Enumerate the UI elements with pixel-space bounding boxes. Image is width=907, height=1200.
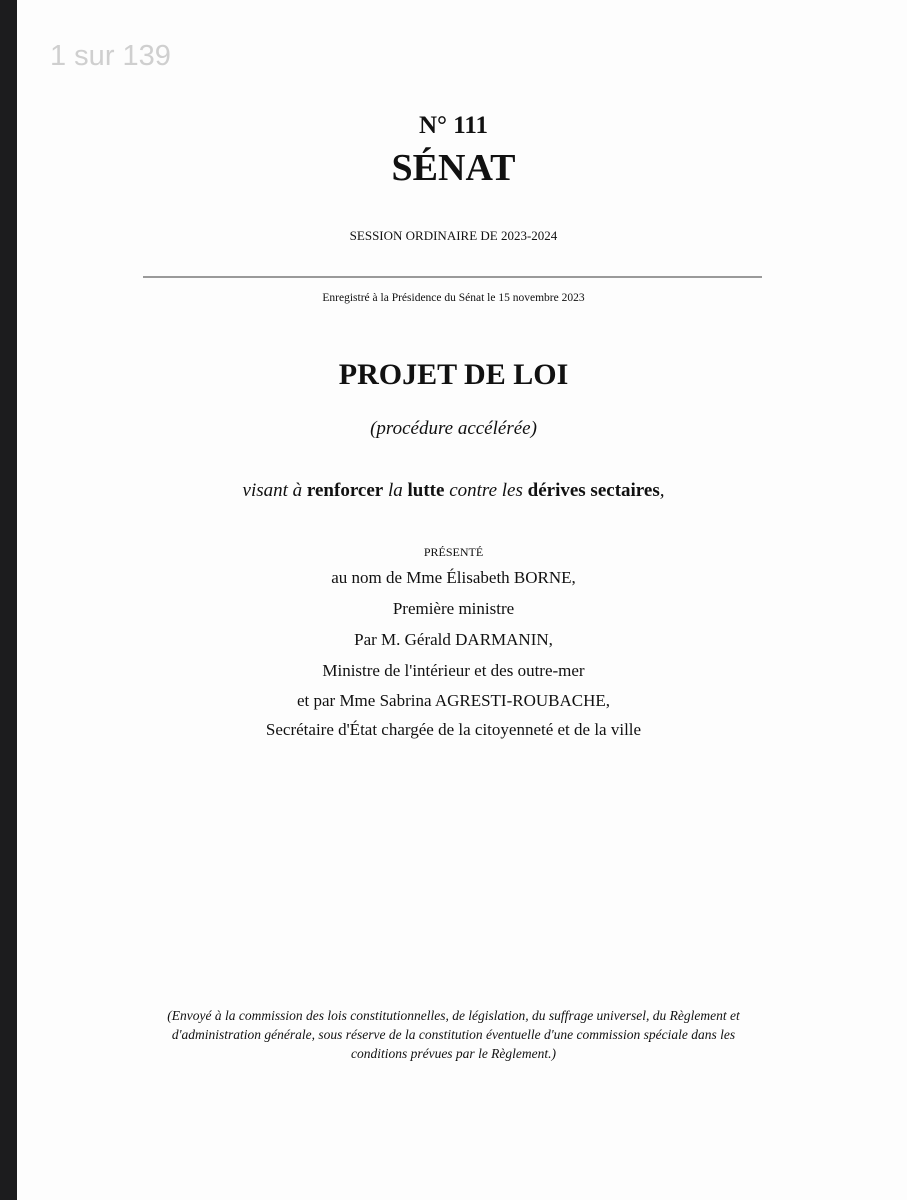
registration-date: Enregistré à la Présidence du Sénat le 15 novembre 2023: [322, 292, 585, 304]
footnote: [0, 1006, 907, 1063]
page-counter: 1 sur 139: [50, 40, 171, 72]
presenter-line: Première ministre: [392, 599, 515, 618]
subject-part: la: [383, 480, 408, 501]
subject-part: ,: [659, 480, 665, 501]
subject-part: contre les: [444, 480, 528, 501]
bill-subject: [0, 480, 907, 502]
presenter-line: Secrétaire d'État chargée de la citoyenneté et de la ville: [265, 720, 642, 739]
presenter-line: Ministre de l'intérieur et des outre-mer: [322, 661, 585, 680]
presented-label: PRÉSENTÉ: [423, 545, 484, 559]
subject-part: dérives sectaires: [527, 480, 660, 501]
presenter-line: et par Mme Sabrina AGRESTI-ROUBACHE,: [296, 691, 611, 710]
session-label: SESSION ORDINAIRE DE 2023-2024: [349, 228, 558, 243]
footnote-line: (Envoyé à la commission des lois constitutionnelles, de législation, du suffrage universel, du Règlement et: [167, 1008, 740, 1023]
document-title: PROJET DE LOI: [338, 358, 569, 391]
footnote-line: conditions prévues par le Règlement.): [350, 1046, 557, 1061]
presenter-line: au nom de Mme Élisabeth BORNE,: [331, 568, 576, 587]
document-number: N° 111: [418, 112, 489, 139]
procedure-label: (procédure accélérée): [370, 418, 537, 439]
footnote-line: d'administration générale, sous réserve de la constitution éventuelle d'une commission spéciale dans les: [171, 1027, 736, 1042]
subject-part: lutte: [407, 480, 445, 501]
institution-title: SÉNAT: [391, 147, 516, 189]
divider: [143, 276, 762, 278]
subject-part: visant à: [242, 480, 307, 501]
presenter-line: Par M. Gérald DARMANIN,: [354, 630, 553, 649]
subject-part: renforcer: [306, 480, 384, 501]
